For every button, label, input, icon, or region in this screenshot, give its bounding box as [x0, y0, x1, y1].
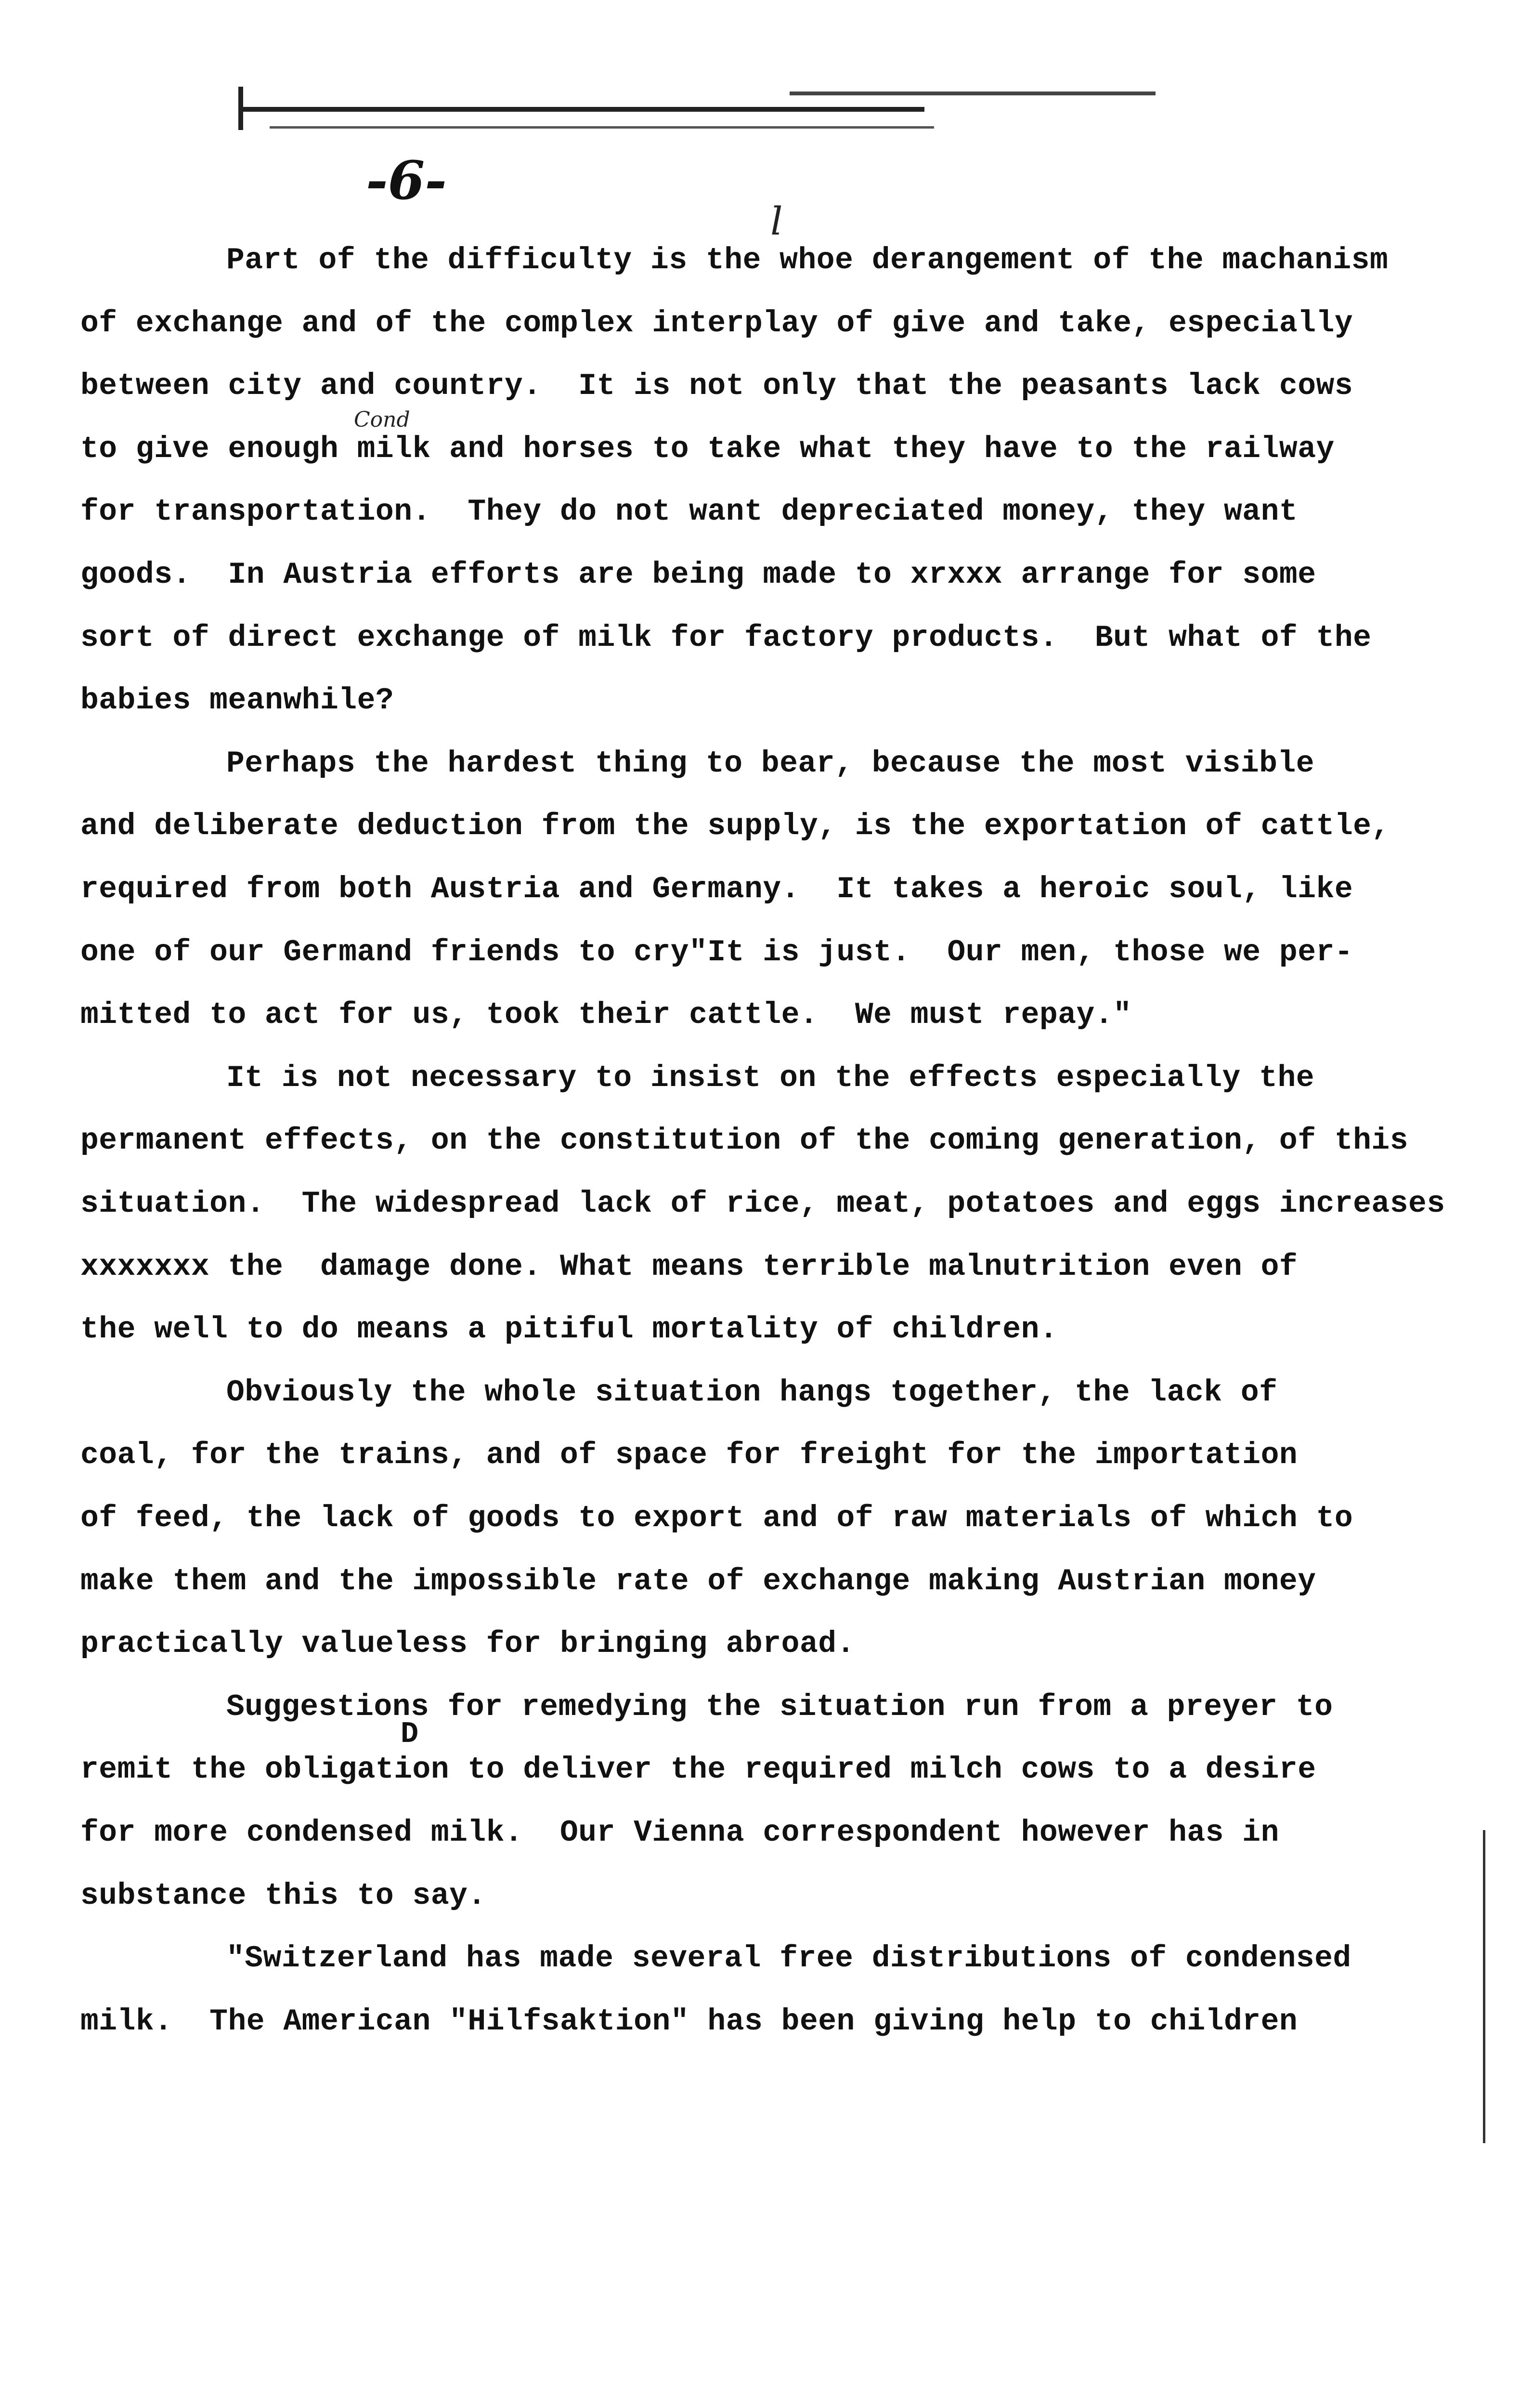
handwritten-correction: Cond: [354, 407, 410, 432]
text-line: Perhaps the hardest thing to bear, because the most visible: [226, 746, 1315, 781]
text-line: required from both Austria and Germany. It takes a heroic soul, like: [80, 872, 1353, 906]
text-line: to give enough milk and horses to take what they have to the railway: [80, 432, 1335, 466]
text-line: It is not necessary to insist on the effects especially the: [226, 1060, 1315, 1095]
text-line: substance this to say.: [80, 1878, 486, 1913]
text-line: Obviously the whole situation hangs together, the lack of: [226, 1375, 1278, 1410]
text-line: one of our Germand friends to cry"It is just. Our men, those we per-: [80, 935, 1353, 969]
scan-edge-mark: [1483, 1830, 1485, 2143]
handwritten-correction: l: [770, 199, 783, 244]
text-line: goods. In Austria efforts are being made to xrxxx arrange for some: [80, 558, 1316, 592]
header-rule-line: [270, 126, 934, 129]
header-rule-line: [790, 92, 1156, 95]
text-line: and deliberate deduction from the supply, is the exportation of cattle,: [80, 809, 1390, 844]
text-line: make them and the impossible rate of exchange making Austrian money: [80, 1564, 1316, 1598]
text-line: mitted to act for us, took their cattle. We must repay.": [80, 998, 1132, 1033]
text-line: practically valueless for bringing abroad.: [80, 1627, 855, 1662]
text-line: Suggestions for remedying the situation run from a preyer to: [226, 1689, 1333, 1724]
text-line: between city and country. It is not only that the peasants lack cows: [80, 369, 1353, 404]
text-line: remit the obligation to deliver the required milch cows to a desire: [80, 1753, 1316, 1787]
text-line: milk. The American "Hilfsaktion" has been giving help to children: [80, 2004, 1298, 2039]
text-line: for more condensed milk. Our Vienna correspondent however has in: [80, 1816, 1279, 1850]
text-line: xxxxxxx the damage done. What means terrible malnutrition even of: [80, 1249, 1298, 1284]
page-number: -6-: [366, 149, 447, 211]
text-line: permanent effects, on the constitution of the coming generation, of this: [80, 1124, 1409, 1158]
text-line: Part of the difficulty is the whoe derangement of the machanism: [226, 243, 1389, 277]
text-line: coal, for the trains, and of space for freight for the importation: [80, 1438, 1298, 1473]
bottom-mark: D: [401, 1717, 419, 1751]
text-line: of exchange and of the complex interplay of give and take, especially: [80, 306, 1353, 340]
text-line: situation. The widespread lack of rice, meat, potatoes and eggs increases: [80, 1187, 1445, 1221]
text-line: for transportation. They do not want depreciated money, they want: [80, 495, 1298, 529]
header-rule-line: [241, 107, 924, 112]
text-line: "Switzerland has made several free distributions of condensed: [226, 1941, 1351, 1976]
text-line: babies meanwhile?: [80, 683, 394, 718]
text-line: sort of direct exchange of milk for factory products. But what of the: [80, 620, 1372, 655]
text-line: the well to do means a pitiful mortality of children.: [80, 1312, 1058, 1347]
text-line: of feed, the lack of goods to export and of raw materials of which to: [80, 1501, 1353, 1535]
